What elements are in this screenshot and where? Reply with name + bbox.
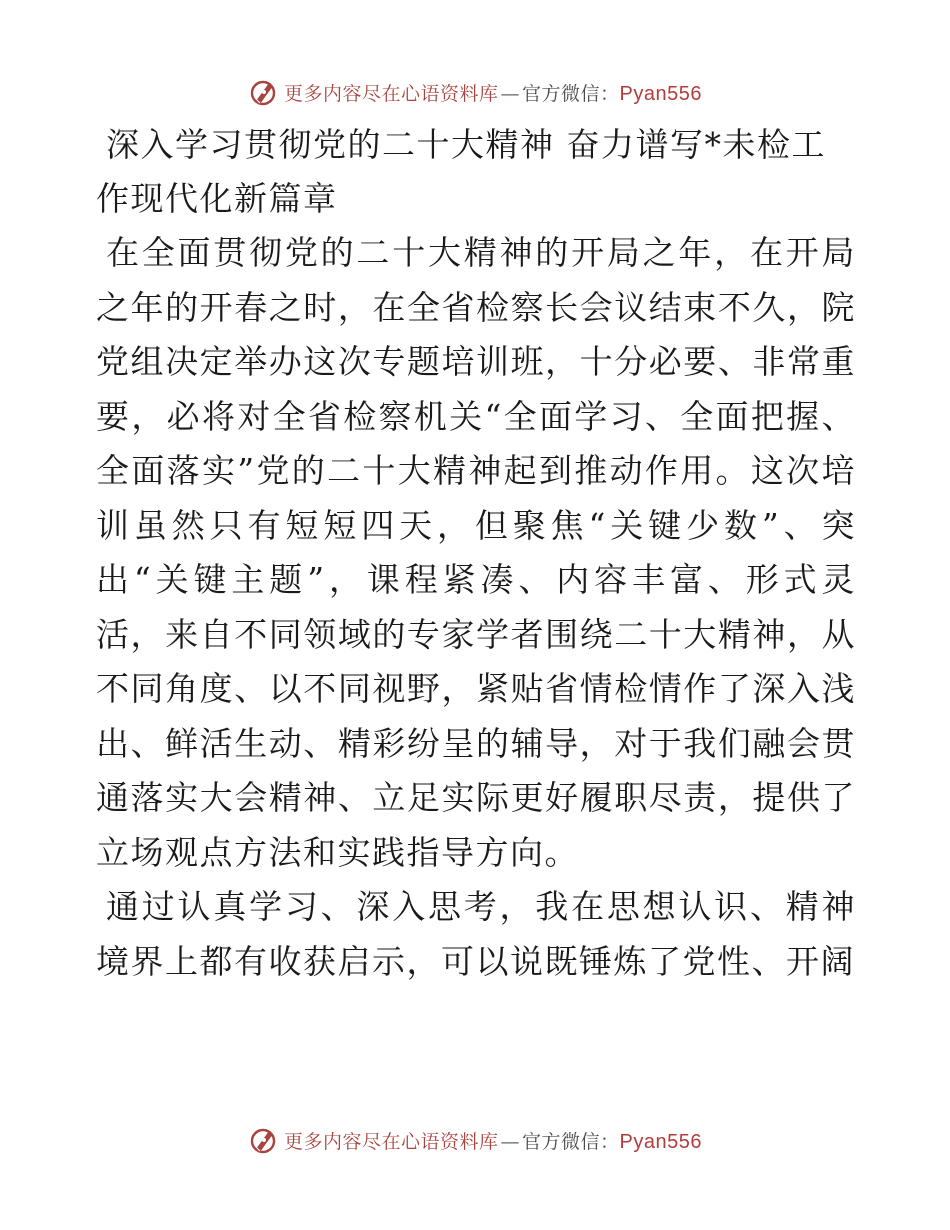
- banner-wechat-label: 官方微信：: [522, 82, 620, 105]
- pen-nib-logo-icon: [248, 77, 278, 107]
- banner-slogan: 更多内容尽在心语资料库: [284, 1130, 499, 1153]
- banner-dash: —: [500, 1130, 521, 1153]
- banner-wechat-id: Pyan556: [619, 1130, 702, 1153]
- document-body: [96, 118, 856, 989]
- footer-watermark-banner: [0, 1120, 950, 1160]
- document-title: 深入学习贯彻党的二十大精神 奋力谱写*未检工作现代化新篇章: [96, 125, 826, 218]
- banner-slogan: 更多内容尽在心语资料库: [284, 82, 499, 105]
- header-watermark-banner: [0, 72, 950, 112]
- banner-dash: —: [500, 82, 521, 105]
- banner-wechat-label: 官方微信：: [522, 1130, 620, 1153]
- paragraph-1: 在全面贯彻党的二十大精神的开局之年，在开局之年的开春之时，在全省检察长会议结束不久，院党组决定举办这次专题培训班，十分必要、非常重要，必将对全省检察机关“全面学习、全面把握、全面落实”党的二十大精神起到推动作用。这次培训虽然只有短短四天，但聚焦“关键少数”、突出“关键主题”，课程紧凑、内容丰富、形式灵活，来自不同领域的专家学者围绕二十大精神，从不同角度、以不同视野，紧贴省情检情作了深入浅出、鲜活生动、精彩纷呈的辅导，对于我们融会贯通落实大会精神、立足实际更好履职尽责，提供了立场观点方法和实践指导方向。: [96, 233, 856, 872]
- banner-text: [284, 1127, 702, 1154]
- pen-nib-logo-icon: [248, 1125, 278, 1155]
- banner-text: [284, 79, 702, 106]
- paragraph-2: 通过认真学习、深入思考，我在思想认识、精神境界上都有收获启示，可以说既锤炼了党性、开阔: [96, 887, 856, 981]
- banner-wechat-id: Pyan556: [619, 82, 702, 105]
